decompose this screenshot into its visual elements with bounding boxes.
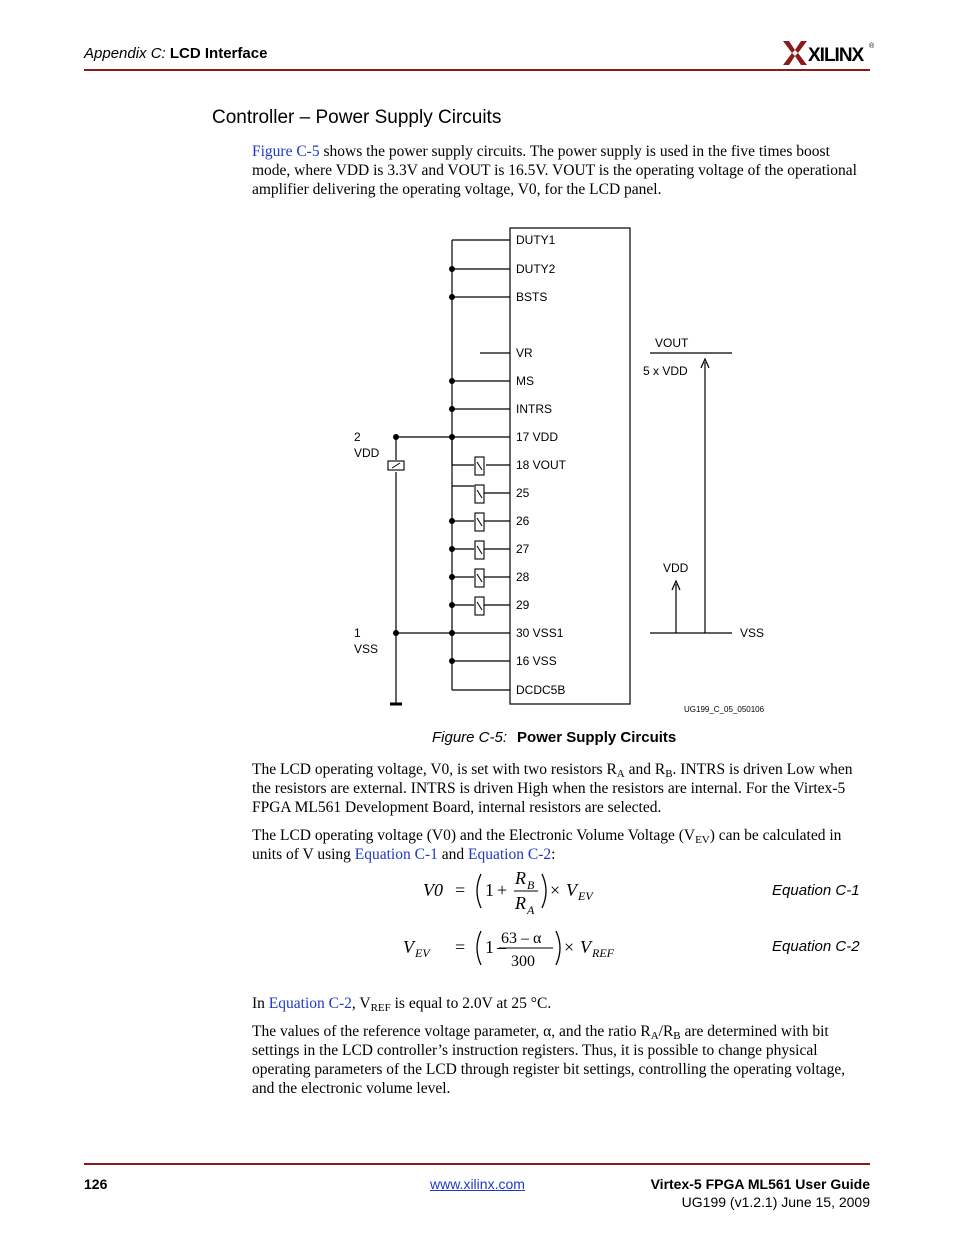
svg-text:+: +: [497, 880, 508, 900]
section-title: Controller – Power Supply Circuits: [212, 107, 502, 128]
equation-c2: [395, 922, 635, 972]
power-supply-circuit-diagram: [340, 222, 780, 717]
pin-label: INTRS: [516, 402, 552, 416]
header-rule: [84, 69, 870, 71]
svg-text:63 – α: 63 – α: [501, 930, 542, 947]
pin-label: BSTS: [516, 290, 548, 304]
svg-text:R: R: [515, 893, 526, 913]
svg-text:B: B: [527, 878, 535, 892]
pin-label: 26: [516, 514, 530, 528]
svg-text:V: V: [580, 937, 591, 957]
vss-label: VSS: [354, 642, 379, 656]
svg-text:REF: REF: [592, 946, 614, 960]
svg-text:1: 1: [485, 937, 494, 957]
footer-rule: [84, 1163, 870, 1165]
figure-id: UG199_C_05_050106: [684, 705, 765, 714]
figure-caption: [432, 729, 676, 746]
equation-c1: [415, 862, 615, 920]
pin-label: 30 VSS1: [516, 626, 564, 640]
intro-text: shows the power supply circuits. The power supply is used in the five times boost mode, where VDD is 3.3V and VOUT is 16.5V. VOUT is the operating voltage of the operational amplifier delivering the operating voltage, V0, for the LCD panel.: [252, 143, 857, 198]
svg-text:300: 300: [511, 953, 535, 970]
pin-label: 17 VDD: [516, 430, 559, 444]
vdd-pin-number: 2: [354, 430, 361, 444]
vdd-label: VDD: [354, 446, 380, 460]
pin-label: 16 VSS: [516, 654, 557, 668]
svg-text:A: A: [527, 903, 535, 917]
equation-c2-link[interactable]: Equation C-2: [268, 995, 352, 1012]
svg-text:R: R: [515, 868, 526, 888]
logo-text: XILINX: [808, 45, 864, 66]
pin-label: DUTY2: [516, 262, 556, 276]
pin-label: DUTY1: [516, 233, 556, 247]
figure-link[interactable]: Figure C-5: [252, 143, 320, 160]
pin-label: 27: [516, 542, 530, 556]
svg-text:=: =: [455, 880, 466, 900]
register-paragraph: The values of the reference voltage parameter, α, and the ratio $R_A/R_B$ are determined with bit settings in the LCD controller’s instruction registers. Thus, it is possible to change physical operating parameters of the LCD through register bit settings, controlling the operating voltage, and the electronic volume level.: [252, 1023, 846, 1097]
footer-url-link[interactable]: www.xilinx.com: [430, 1176, 525, 1192]
document-version: UG199 (v1.2.1) June 15, 2009: [681, 1194, 870, 1210]
intro-paragraph: [252, 142, 870, 199]
svg-text:V: V: [566, 880, 577, 900]
equation-c1-link[interactable]: Equation C-1: [354, 846, 438, 863]
svg-text:V0: V0: [423, 880, 443, 900]
five-vdd-label: 5 x VDD: [643, 364, 688, 378]
voltage-paragraph: The LCD operating voltage (V0) and the Electronic Volume Voltage $(V_{EV})$ can be calculated in units of V using Equation C-1 and Equation C-2:: [252, 827, 842, 863]
equation-c2-link[interactable]: Equation C-2: [468, 846, 552, 863]
pin-label: DCDC5B: [516, 683, 566, 697]
svg-text:=: =: [455, 937, 466, 957]
resistor-paragraph: The LCD operating voltage, V0, is set with two resistors $R_A$ and $R_B$. INTRS is driven Low when the resistors are external. INTRS is driven High when the resistors are internal. For the Virtex-5 FPGA ML561 Development Board, internal resistors are selected.: [252, 761, 853, 816]
svg-text:1: 1: [485, 880, 494, 900]
caption-title: Power Supply Circuits: [517, 729, 677, 746]
logo-registered: ®: [869, 43, 875, 50]
svg-text:V: V: [403, 937, 414, 957]
header-chapter: LCD Interface: [169, 45, 268, 62]
vss-pin-number: 1: [354, 626, 361, 640]
document-title: Virtex-5 FPGA ML561 User Guide: [650, 1176, 870, 1192]
svg-text:×: ×: [564, 937, 575, 957]
vdd-right-label: VDD: [663, 561, 689, 575]
vref-paragraph: In Equation C-2, $V_{REF}$ is equal to 2.0V at 25 °C.: [252, 995, 552, 1014]
caption-number: Figure C-5:: [432, 729, 508, 746]
page-number: 126: [84, 1176, 108, 1192]
svg-text:×: ×: [550, 880, 561, 900]
svg-text:EV: EV: [578, 889, 593, 903]
vss-right-label: VSS: [740, 626, 765, 640]
header-appendix: Appendix C:: [84, 45, 166, 62]
pin-label: 29: [516, 598, 530, 612]
equation-c1-label: Equation C-1: [772, 882, 860, 899]
xilinx-logo: [783, 38, 875, 68]
vout-label: VOUT: [655, 336, 689, 350]
pin-label: 28: [516, 570, 530, 584]
running-header: [84, 45, 267, 62]
svg-text:EV: EV: [415, 946, 430, 960]
pin-label: VR: [516, 346, 533, 360]
pin-label: 18 VOUT: [516, 458, 567, 472]
pin-label: MS: [516, 374, 534, 388]
svg-text:–: –: [497, 937, 506, 957]
equation-c2-label: Equation C-2: [772, 938, 860, 955]
pin-label: 25: [516, 486, 530, 500]
